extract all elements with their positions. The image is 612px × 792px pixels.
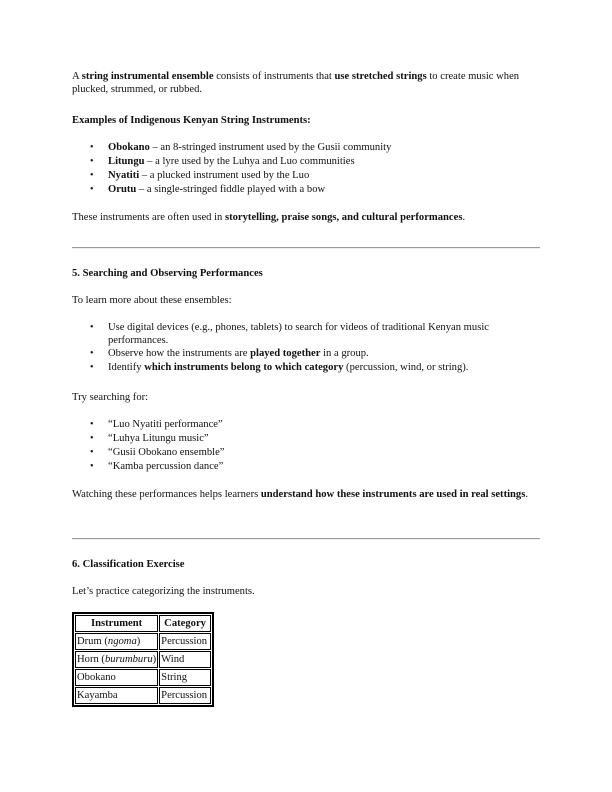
list-item	[72, 460, 540, 474]
category-cell: String	[159, 669, 211, 686]
instrument-name: Nyatiti	[108, 170, 140, 181]
horizontal-rule	[72, 247, 540, 249]
bullet-bold: which instruments belong to which category	[144, 362, 344, 373]
watching-text: Watching these performances helps learners	[72, 489, 261, 500]
list-item	[72, 347, 540, 361]
bullet-bold: played together	[250, 348, 321, 359]
usage-bold: storytelling, praise songs, and cultural performances	[224, 212, 463, 223]
try-searching-label: Try searching for:	[72, 392, 149, 403]
intro-bold-term: string instrumental ensemble	[81, 71, 214, 82]
bullet-text: Use digital devices (e.g., phones, tablets) to search for videos of traditional Kenyan music performances.	[108, 322, 489, 346]
instrument-name: Obokano	[108, 142, 150, 153]
instrument-text: )	[152, 654, 157, 665]
instrument-local-name: ngoma	[107, 636, 137, 647]
instrument-desc: – a plucked instrument used by the Luo	[139, 170, 310, 181]
table-header-row	[75, 615, 211, 632]
search-suggestion: “Luo Nyatiti performance”	[108, 419, 223, 430]
usage-text: .	[462, 212, 466, 223]
list-item	[72, 169, 540, 183]
list-item	[72, 183, 540, 197]
table-row	[75, 669, 211, 686]
usage-paragraph	[72, 211, 540, 224]
instrument-text: Obokano	[77, 672, 116, 683]
instrument-cell	[75, 687, 158, 704]
column-header-category: Category	[159, 615, 211, 632]
search-suggestion: “Luhya Litungu music”	[108, 433, 209, 444]
search-suggestions-list	[72, 418, 540, 474]
examples-heading-text: Examples of Indigenous Kenyan String Instruments:	[72, 115, 311, 126]
intro-text: to create music when plucked, strummed, or rubbed.	[72, 71, 520, 95]
table-row	[75, 687, 211, 704]
list-item	[72, 361, 540, 375]
section-6-intro: Let’s practice categorizing the instruments.	[72, 586, 255, 597]
instrument-text: Horn (	[77, 654, 105, 665]
category-cell: Percussion	[159, 687, 211, 704]
instrument-text: )	[136, 636, 141, 647]
instrument-desc: – a lyre used by the Luhya and Luo communities	[144, 156, 355, 167]
intro-paragraph	[72, 70, 540, 96]
search-suggestion: “Kamba percussion dance”	[108, 461, 224, 472]
bullet-text: Identify	[108, 362, 145, 373]
table-row	[75, 633, 211, 650]
intro-text: consists of instruments that	[213, 71, 335, 82]
instrument-name: Orutu	[108, 184, 137, 195]
bullet-text: in a group.	[320, 348, 369, 359]
list-item	[72, 321, 540, 347]
list-item	[72, 155, 540, 169]
search-suggestion: “Gusii Obokano ensemble”	[108, 447, 225, 458]
watching-bold: understand how these instruments are used in real settings	[260, 489, 526, 500]
horizontal-rule	[72, 538, 540, 540]
list-item	[72, 418, 540, 432]
string-instruments-list	[72, 141, 540, 197]
classification-table	[72, 612, 214, 707]
list-item	[72, 432, 540, 446]
table-row	[75, 651, 211, 668]
list-item	[72, 141, 540, 155]
section-5-heading: 5. Searching and Observing Performances	[72, 268, 263, 279]
instrument-name: Litungu	[108, 156, 145, 167]
instrument-cell	[75, 669, 158, 686]
instrument-desc: – a single-stringed fiddle played with a bow	[136, 184, 326, 195]
bullet-text: Observe how the instruments are	[108, 348, 251, 359]
bullet-text: (percussion, wind, or string).	[343, 362, 469, 373]
section-5-bullets	[72, 321, 540, 375]
instrument-local-name: burumburu	[104, 654, 153, 665]
category-cell: Percussion	[159, 633, 211, 650]
section-5-intro: To learn more about these ensembles:	[72, 295, 232, 306]
examples-heading	[72, 114, 540, 127]
usage-text: These instruments are often used in	[72, 212, 225, 223]
instrument-desc: – an 8-stringed instrument used by the Gusii community	[149, 142, 392, 153]
watching-text: .	[525, 489, 529, 500]
watching-paragraph	[72, 488, 540, 502]
intro-bold-term: use stretched strings	[334, 71, 427, 82]
intro-text: A	[72, 71, 82, 82]
section-6-heading: 6. Classification Exercise	[72, 559, 185, 570]
instrument-cell	[75, 651, 158, 668]
instrument-text: Drum (	[77, 636, 108, 647]
category-cell: Wind	[159, 651, 211, 668]
list-item	[72, 446, 540, 460]
instrument-cell	[75, 633, 158, 650]
instrument-text: Kayamba	[77, 690, 118, 701]
column-header-instrument: Instrument	[75, 615, 158, 632]
